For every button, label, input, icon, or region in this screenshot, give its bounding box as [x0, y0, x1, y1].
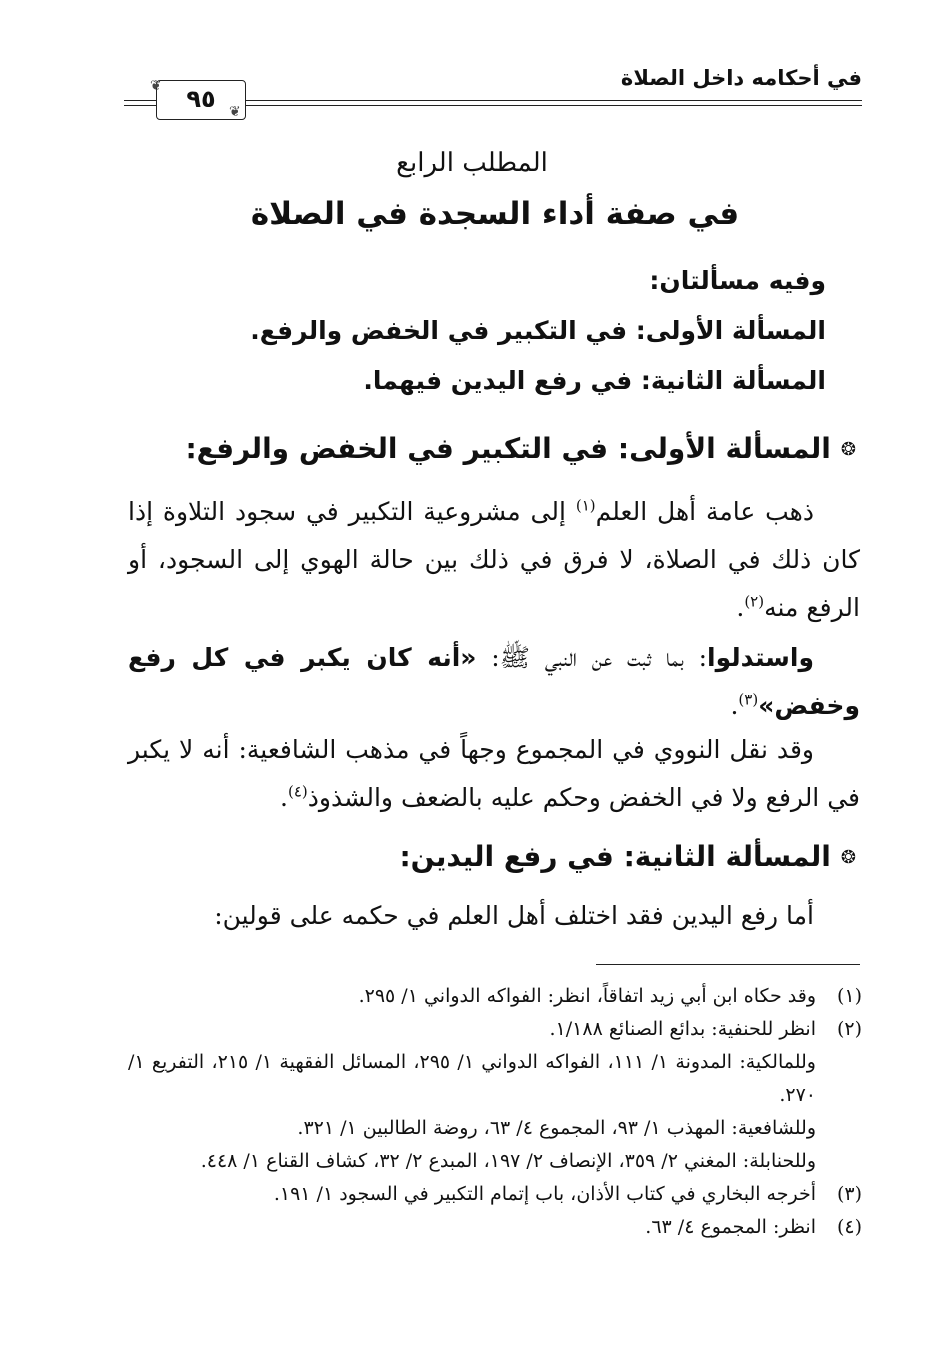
paragraph: وقد نقل النووي في المجموع وجهاً في مذهب الشافعية: أنه لا يكبر في الرفع ولا في الخفض وحكم عليه بالضعف والشذوذ$^{(٤)}$.: [128, 735, 860, 812]
issue-item: المسألة الثانية: في رفع اليدين فيهما.: [363, 366, 826, 395]
footnote-ref: (٢): [744, 592, 765, 611]
intro-line: وفيه مسألتان:: [649, 266, 826, 295]
footnotes: [128, 980, 862, 1244]
footnote: (١) وقد حكاه ابن أبي زيد اتفاقاً، انظر: الفواكه الدواني ١/ ٢٩٥.: [358, 985, 862, 1007]
paragraph: ذهب عامة أهل العلم$^{(١)}$ إلى مشروعية التكبير في سجود التلاوة إذا كان ذلك في الصلاة، لا فرق في ذلك بين حالة الهوي إلى السجود، أو الرفع منه$^{(٢)}$.: [128, 496, 860, 622]
footnote-continuation: وللشافعية: المهذب ١/ ٩٣، المجموع ٤/ ٦٣، روضة الطالبين ١/ ٣٢١.: [297, 1117, 816, 1139]
running-title: في أحكامه داخل الصلاة: [620, 66, 862, 90]
footnote-ref: (١): [575, 496, 596, 515]
footnote-continuation: وللحنابلة: المغني ٢/ ٣٥٩، الإنصاف ٢/ ١٩٧، المبدع ٢/ ٣٢، كشاف القناع ١/ ٤٤٨.: [200, 1150, 816, 1172]
issue-item: المسألة الأولى: في التكبير في الخفض والرفع.: [250, 316, 826, 345]
footnote-ref: (٤): [287, 782, 308, 801]
issue-heading: ❂المسألة الثانية: في رفع اليدين:: [399, 840, 856, 873]
footnote: (٢) انظر للحنفية: بدائع الصنائع ١/١٨٨.: [549, 1018, 862, 1040]
footnote-separator: [596, 964, 860, 965]
section-title: في صفة أداء السجدة في الصلاة: [250, 196, 740, 232]
paragraph: واستدلوا: بما ثبت عن النبي ﷺ: «أنه كان يكبر في كل رفع وخفض»$^{(٣)}$.: [128, 643, 860, 720]
footnote: (٤) انظر: المجموع ٤/ ٦٣.: [645, 1216, 862, 1238]
ornament-icon: ❦: [229, 104, 241, 120]
footnote: (٣) أخرجه البخاري في كتاب الأذان، باب إتمام التكبير في السجود ١/ ١٩١.: [273, 1183, 862, 1205]
diamond-bullet-icon: ❂: [840, 847, 856, 868]
issue-heading: ❂المسألة الأولى: في التكبير في الخفض والرفع:: [185, 432, 856, 465]
diamond-bullet-icon: ❂: [840, 439, 856, 460]
footnote-ref: (٣): [738, 690, 759, 709]
section-kicker: المطلب الرابع: [396, 148, 548, 178]
ornament-icon: ❦: [150, 78, 162, 94]
footnote-continuation: وللمالكية: المدونة ١/ ١١١، الفواكه الدواني ١/ ٢٩٥، المسائل الفقهية ١/ ٢١٥، التفريع ١/ ٢٧٠.: [128, 1051, 816, 1106]
paragraph: أما رفع اليدين فقد اختلف أهل العلم في حكمه على قولين:: [214, 901, 814, 930]
page-number: ٩٥: [186, 85, 216, 113]
